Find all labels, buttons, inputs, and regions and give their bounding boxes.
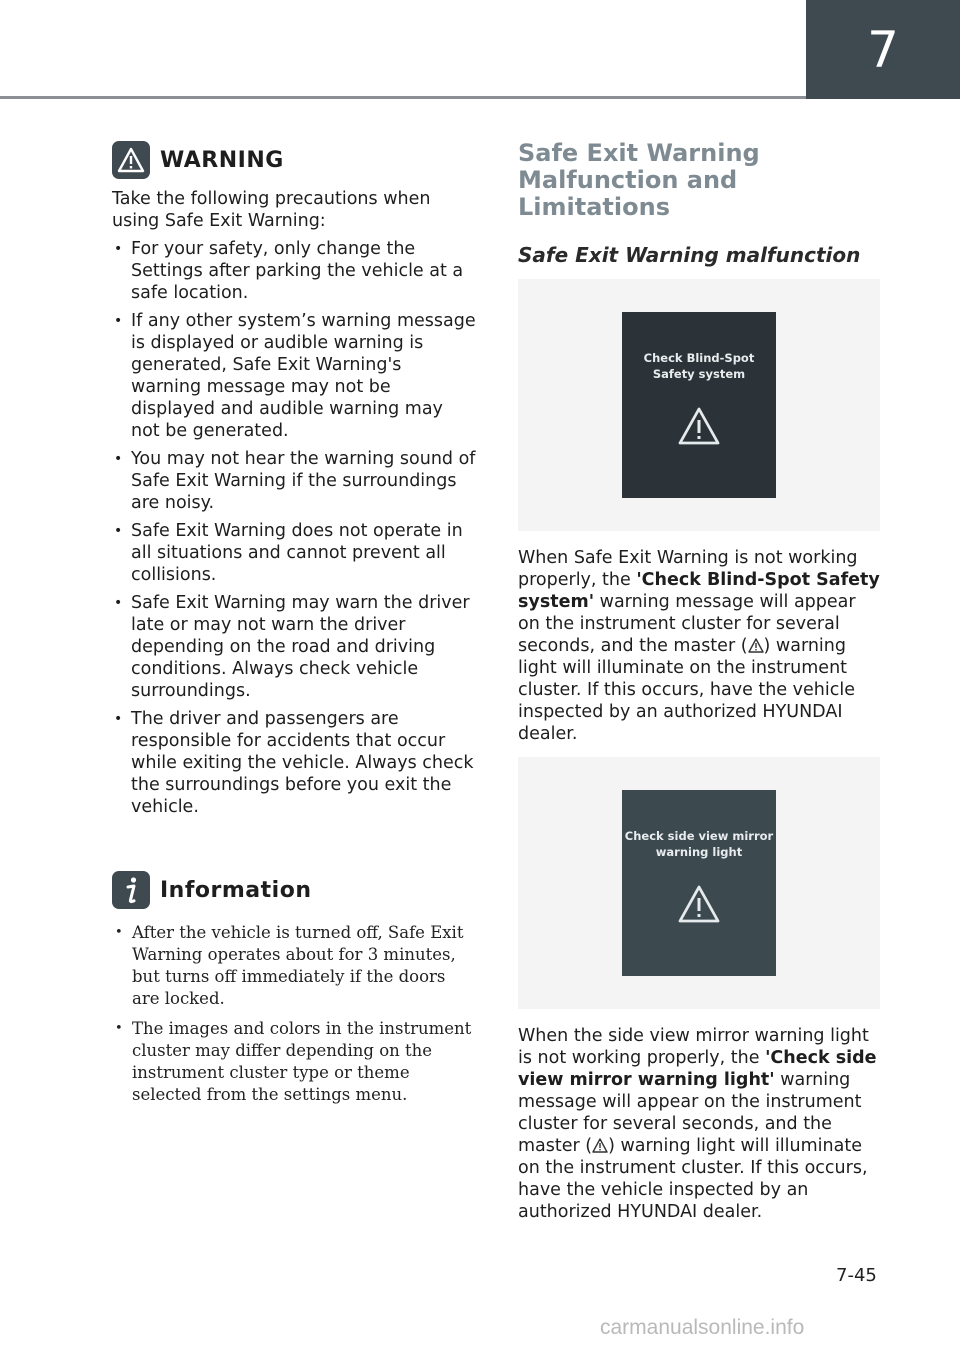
warning-list <box>112 238 476 818</box>
chapter-number: 7 <box>867 20 899 79</box>
information-title: Information <box>160 877 312 903</box>
info-i-icon <box>112 871 150 909</box>
warning-triangle-icon <box>677 406 721 446</box>
text: warning message will appear on the instrument cluster for several seconds, and the master ( <box>518 1070 862 1156</box>
paragraph-blind-spot <box>518 547 882 745</box>
cluster-screen <box>622 312 776 498</box>
message-name: 'Check Blind-Spot Safety system' <box>518 570 880 612</box>
text: ) warning light will illuminate on the instrument cluster. If this occurs, have the vehicle inspected by an authorized HYUNDAI dealer. <box>518 1136 868 1222</box>
information-list <box>112 922 476 1106</box>
text: When the side view mirror warning light is not working properly, the <box>518 1026 869 1068</box>
page-number: 7-45 <box>836 1265 877 1286</box>
text: When Safe Exit Warning is not working properly, the <box>518 548 858 590</box>
warning-item: • You may not hear the warning sound of Safe Exit Warning if the surroundings are noisy. <box>112 448 476 514</box>
header-rule <box>0 96 806 99</box>
message-name: 'Check side view mirror warning light' <box>518 1048 877 1090</box>
warning-item: • If any other system’s warning message is displayed or audible warning is generated, Safe Exit Warning's warning message may not be displayed and audible warning may not be generated. <box>112 310 476 442</box>
warning-title: WARNING <box>160 147 284 173</box>
warning-item: • Safe Exit Warning does not operate in all situations and cannot prevent all collisions. <box>112 520 476 586</box>
warning-item: • Safe Exit Warning may warn the driver late or may not warn the driver depending on the road and driving conditions. Always check vehicle surroundings. <box>112 592 476 702</box>
cluster-figure-blind-spot <box>518 279 880 531</box>
information-item: • After the vehicle is turned off, Safe Exit Warning operates about for 3 minutes, but turns off immediately if the doors are locked. <box>112 922 476 1010</box>
warning-header <box>112 140 476 180</box>
warning-item: • For your safety, only change the Settings after parking the vehicle at a safe location. <box>112 238 476 304</box>
master-warning-icon <box>592 1138 608 1153</box>
chapter-tab <box>806 0 960 99</box>
warning-triangle-icon <box>677 884 721 924</box>
paragraph-side-mirror <box>518 1025 882 1223</box>
watermark: carmanualsonline.info <box>600 1316 805 1339</box>
text: ) warning light will illuminate on the instrument cluster. If this occurs, have the vehicle inspected by an authorized HYUNDAI dealer. <box>518 636 856 744</box>
subsection-title: Safe Exit Warning malfunction <box>518 243 861 267</box>
left-column <box>112 140 476 1114</box>
cluster-screen <box>622 790 776 976</box>
warning-triangle-icon <box>112 141 150 179</box>
right-column <box>518 140 882 1223</box>
master-warning-icon <box>748 638 764 653</box>
section-title: Safe Exit Warning Malfunction and Limitations <box>518 139 760 221</box>
information-header <box>112 870 476 910</box>
cluster-message: Check side view mirror warning light <box>624 829 774 859</box>
cluster-message: Check Blind-Spot Safety system <box>643 351 755 381</box>
information-box <box>112 870 476 1106</box>
warning-item: • The driver and passengers are responsible for accidents that occur while exiting the vehicle. Always check the surroundings before you exit the vehicle. <box>112 708 476 818</box>
warning-box <box>112 140 476 818</box>
warning-intro: Take the following precautions when using Safe Exit Warning: <box>112 189 431 231</box>
information-item: • The images and colors in the instrument cluster may differ depending on the instrument cluster type or theme selected from the settings menu. <box>112 1018 476 1106</box>
text: warning message will appear on the instrument cluster for several seconds, and the master ( <box>518 592 856 656</box>
cluster-figure-side-mirror <box>518 757 880 1009</box>
